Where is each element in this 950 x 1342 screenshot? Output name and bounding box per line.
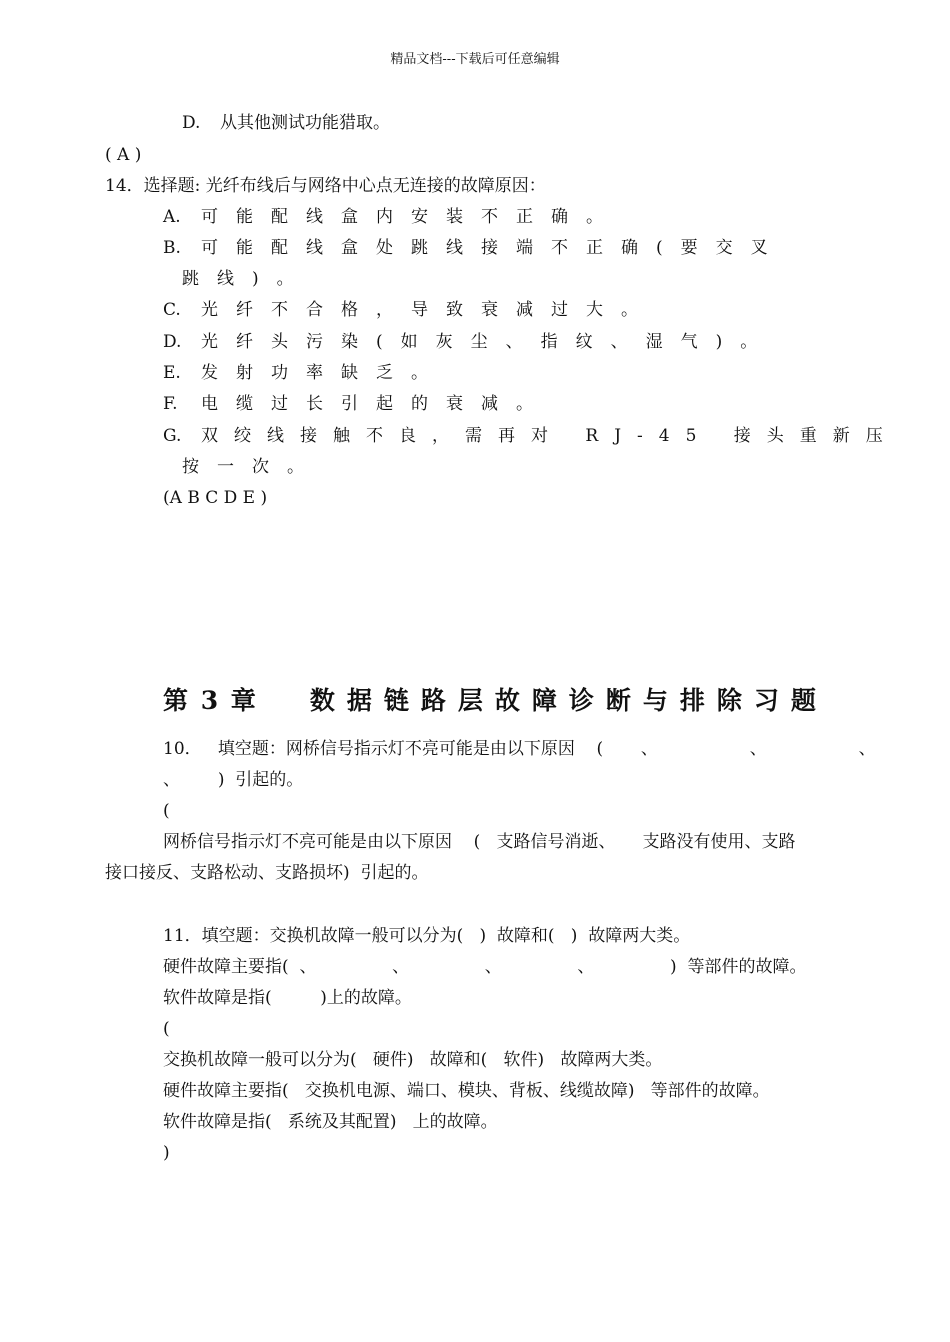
- q10-stem: 10． 填空题：网桥信号指示灯不亮可能是由以下原因 ( 、 、 、: [163, 739, 876, 759]
- option-text: 光纤不合格，导致衰减过大。: [201, 300, 656, 320]
- q13-option-d: [182, 115, 390, 132]
- q14-option-f: [163, 396, 551, 413]
- chapter-title: 数据链路层故障诊断与排除习题: [309, 686, 828, 715]
- q11-line-3: 软件故障是指( )上的故障。: [163, 988, 412, 1008]
- q14-option-g-continuation: 按一次。: [182, 457, 322, 477]
- page-header: 精品文档---下载后可任意编辑: [390, 52, 560, 67]
- option-text: 发射功率缺乏。: [201, 363, 446, 383]
- q14-option-a: [163, 209, 621, 226]
- q14-option-g: [163, 428, 899, 445]
- option-text: 电缆过长引起的衰减。: [201, 394, 551, 414]
- q13-answer: ( A ): [105, 145, 142, 165]
- q11-stem: 11．填空题：交换机故障一般可以分为( ) 故障和( ) 故障两大类。: [163, 926, 691, 946]
- option-label: G.: [163, 426, 182, 446]
- option-label: F.: [163, 394, 178, 414]
- option-label: E.: [163, 363, 181, 383]
- q11-close-paren: ): [163, 1143, 170, 1163]
- option-label: C.: [163, 300, 181, 320]
- q10-answer-line-2: 接口接反、支路松动、支路损坏) 引起的。: [105, 863, 429, 883]
- option-label: D.: [163, 332, 182, 352]
- q14-option-b: [163, 240, 786, 257]
- q14-option-e: [163, 365, 446, 382]
- q11-answer-line-2: 硬件故障主要指( 交换机电源、端口、模块、背板、线缆故障) 等部件的故障。: [163, 1081, 770, 1101]
- q10-open-paren: (: [163, 801, 170, 821]
- q10-stem-continuation: 、 ) 引起的。: [163, 770, 304, 790]
- option-text: 从其他测试功能猎取。: [220, 113, 390, 133]
- chapter-number: 第 3 章: [163, 686, 258, 715]
- q11-answer-line-3: 软件故障是指( 系统及其配置) 上的故障。: [163, 1112, 498, 1132]
- q11-line-2: 硬件故障主要指( 、 、 、 、 ) 等部件的故障。: [163, 957, 807, 977]
- option-text: 可能配线盒内安装不正确。: [201, 207, 621, 227]
- q10-answer-line-1: 网桥信号指示灯不亮可能是由以下原因 ( 支路信号消逝、 支路没有使用、支路: [163, 832, 796, 852]
- option-text: 光纤头污染(如灰尘、指纹、湿气)。: [201, 332, 776, 352]
- option-label: A.: [163, 207, 181, 227]
- q11-open-paren: (: [163, 1019, 170, 1039]
- q11-answer-line-1: 交换机故障一般可以分为( 硬件) 故障和( 软件) 故障两大类。: [163, 1050, 663, 1070]
- option-label: B.: [163, 238, 181, 258]
- q14-option-c: [163, 302, 656, 319]
- chapter-heading: [163, 688, 828, 713]
- q14-option-d: [163, 334, 775, 351]
- option-text: 可能配线盒处跳线接端不正确(要交叉: [201, 238, 786, 258]
- q14-option-b-continuation: 跳线)。: [182, 269, 312, 289]
- option-text: 双绞线接触不良，需再对 RJ-45 接头重新压: [201, 426, 899, 446]
- q14-stem: 14．选择题: 光纤布线后与网络中心点无连接的故障原因：: [105, 176, 546, 196]
- option-label: D.: [182, 113, 201, 133]
- q14-answer: (A B C D E ): [163, 488, 268, 508]
